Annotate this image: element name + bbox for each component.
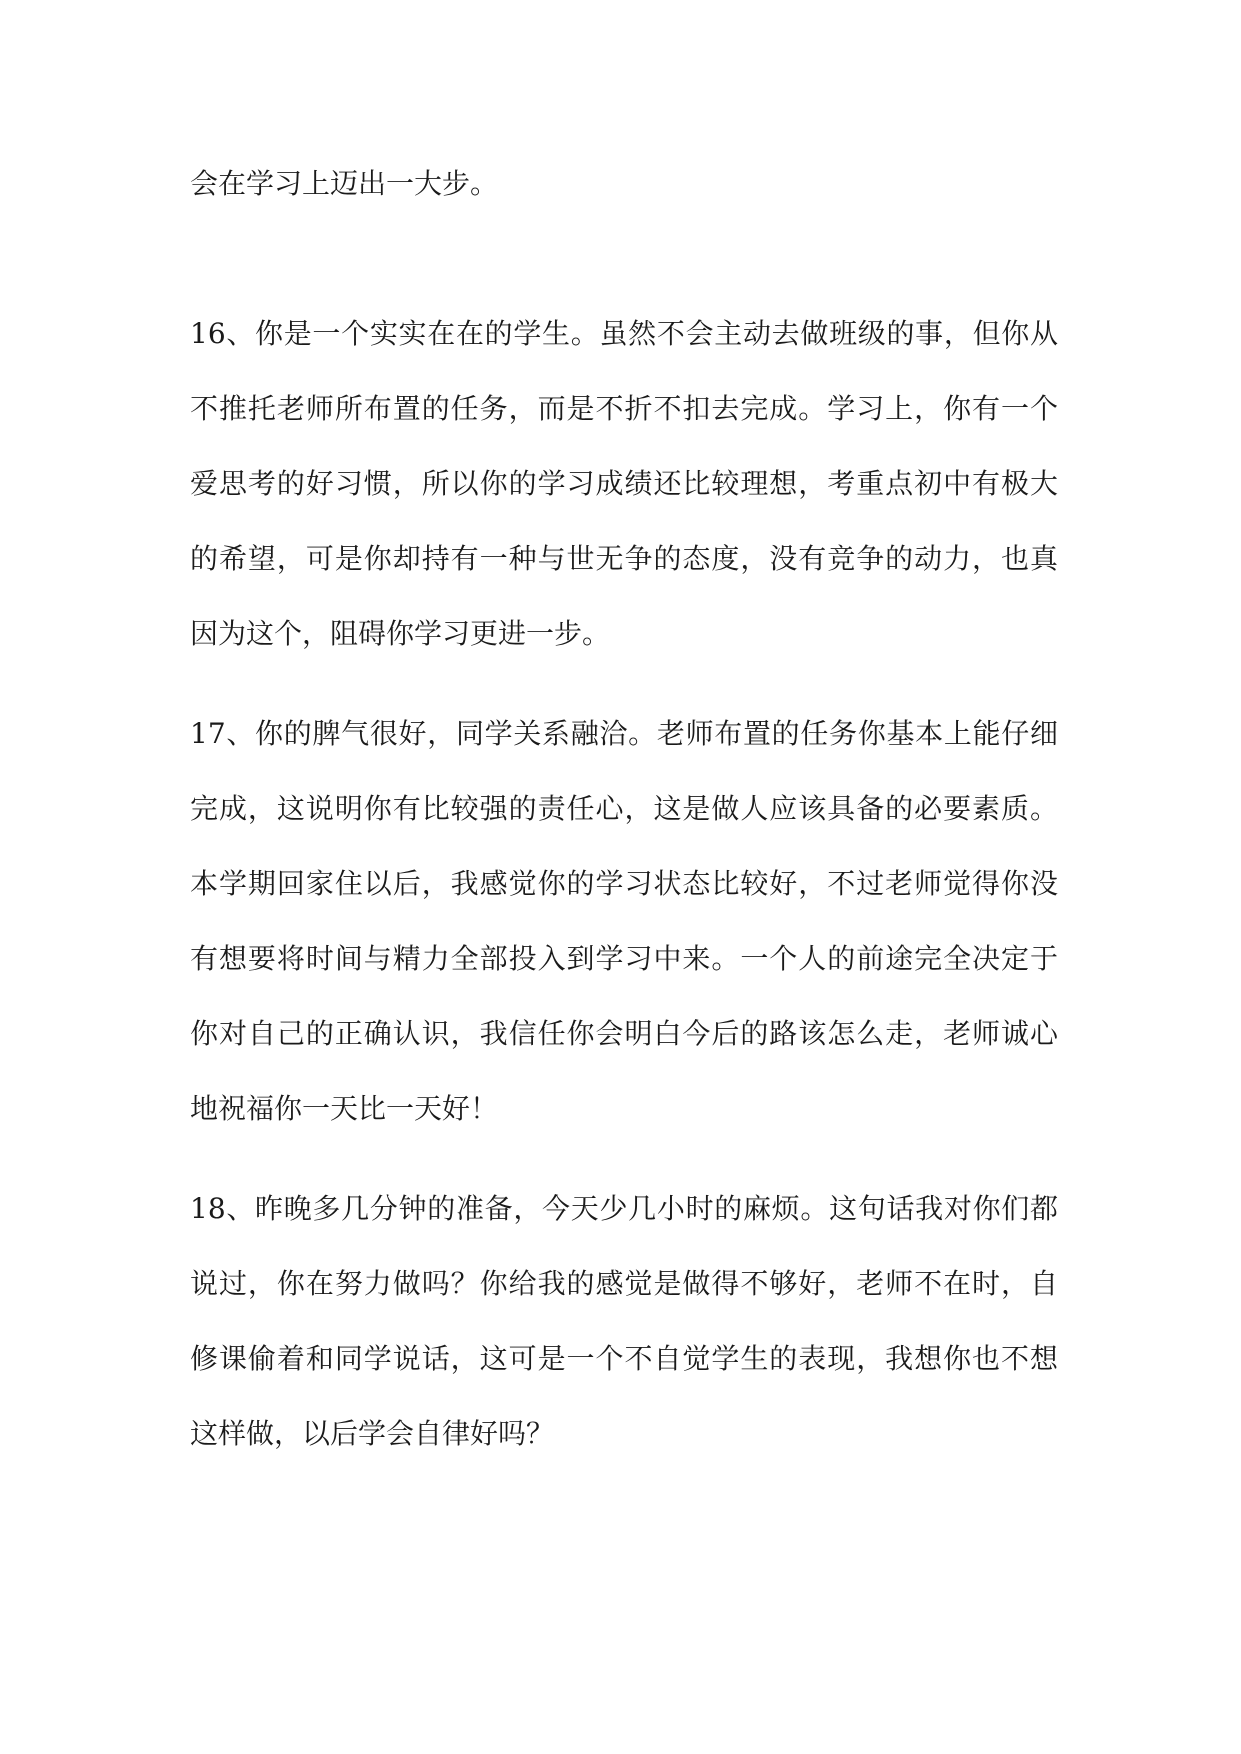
text-line: 16、你是一个实实在在的学生。虽然不会主动去做班级的事，但你从 [190, 317, 1058, 350]
text-line: 的希望，可是你却持有一种与世无争的态度，没有竞争的动力，也真 [190, 542, 1058, 575]
paragraph-continuation [190, 146, 1058, 221]
text-line: 因为这个，阻碍你学习更进一步。 [190, 617, 611, 650]
text-line: 18、昨晚多几分钟的准备，今天少几小时的麻烦。这句话我对你们都 [190, 1192, 1058, 1225]
text-line: 你对自己的正确认识，我信任你会明白今后的路该怎么走，老师诚心 [190, 1017, 1058, 1050]
text-line: 会在学习上迈出一大步。 [190, 167, 499, 200]
text-line: 17、你的脾气很好，同学关系融洽。老师布置的任务你基本上能仔细 [190, 717, 1058, 750]
text-line: 有想要将时间与精力全部投入到学习中来。一个人的前途完全决定于 [190, 942, 1058, 975]
paragraph-16 [190, 296, 1058, 671]
text-line: 不推托老师所布置的任务，而是不折不扣去完成。学习上，你有一个 [190, 392, 1058, 425]
text-line: 爱思考的好习惯，所以你的学习成绩还比较理想，考重点初中有极大 [190, 467, 1058, 500]
text-line: 完成，这说明你有比较强的责任心，这是做人应该具备的必要素质。 [190, 792, 1058, 825]
text-line: 修课偷着和同学说话，这可是一个不自觉学生的表现，我想你也不想 [190, 1342, 1058, 1375]
text-line: 说过，你在努力做吗？你给我的感觉是做得不够好，老师不在时，自 [190, 1267, 1058, 1300]
text-line: 地祝福你一天比一天好！ [190, 1092, 499, 1125]
paragraph-18 [190, 1171, 1058, 1471]
text-line: 本学期回家住以后，我感觉你的学习状态比较好，不过老师觉得你没 [190, 867, 1058, 900]
text-line: 这样做，以后学会自律好吗？ [190, 1417, 555, 1450]
paragraph-17 [190, 696, 1058, 1146]
